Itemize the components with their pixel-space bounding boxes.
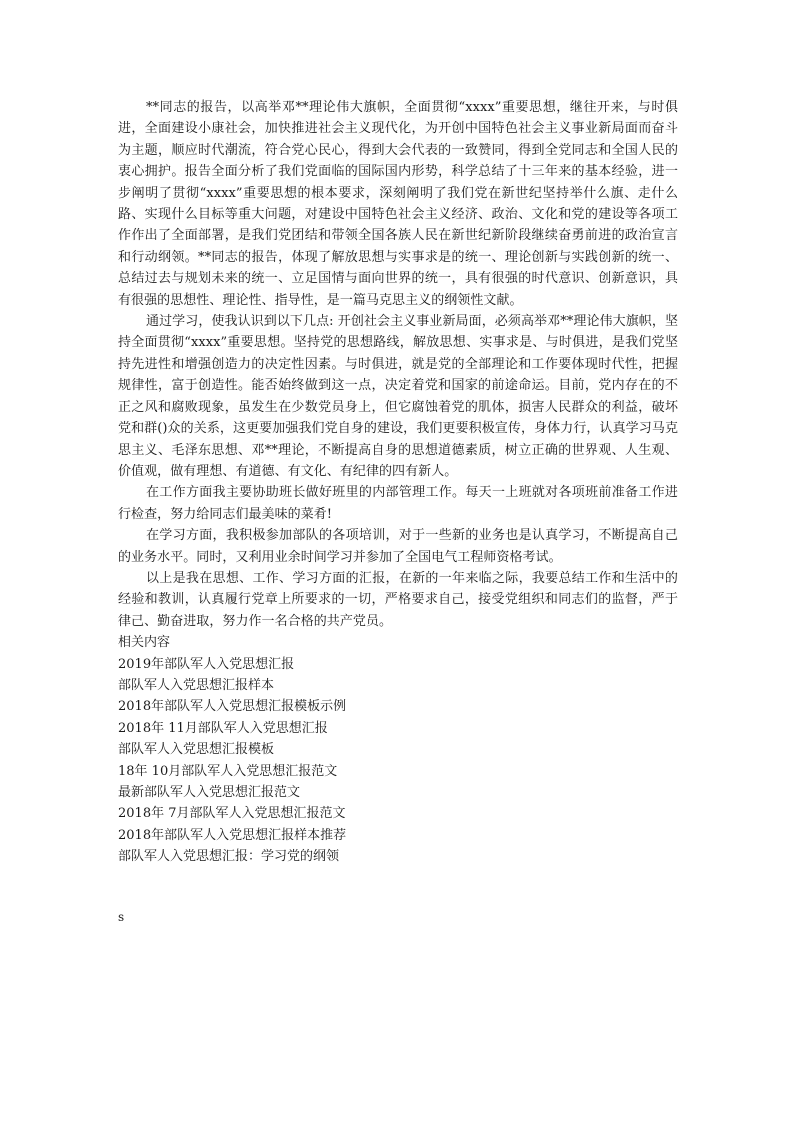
- related-link[interactable]: 2018年 11月部队军人入党思想汇报: [118, 720, 328, 736]
- related-link[interactable]: 最新部队军人入党思想汇报范文: [118, 785, 301, 800]
- paragraph-2: 通过学习，使我认识到以下几点: 开创社会主义事业新局面，必须高举邓**理论伟大旗帜，坚持全面贯彻“xxxx”重要思想。坚持党的思想路线，解放思想、实事求是、与时俱进，是我们党坚持先进性和增强创造力的决定性因素。与时俱进，就是党的全部理论和工作要体现时代性，把握规律性，富于创造性。能否始终做到这一点，决定着党和国家的前途命运。目前，党内存在的不正之风和腐败现象，虽发生在少数党员身上，但它腐蚀着党的肌体，损害人民群众的利益，破坏党和群()众的关系，这更要加强我们党自身的建设，我们更要积极宣传，身体力行，认真学习马克思主义、毛泽东思想、邓**理论，不断提高自身的思想道德素质，树立正确的世界观、人生观、价值观，做有理想、有道德、有文化、有纪律的四有新人。: [118, 314, 678, 479]
- related-link[interactable]: 部队军人入党思想汇报模板: [118, 742, 275, 758]
- related-list: [118, 654, 678, 868]
- related-link[interactable]: 18年 10月部队军人入党思想汇报范文: [118, 763, 338, 779]
- related-link[interactable]: 2018年部队军人入党思想汇报模板示例: [118, 699, 347, 715]
- document-body: [118, 97, 678, 868]
- footer-mark: s: [118, 910, 125, 924]
- related-link[interactable]: 部队军人入党思想汇报样本: [118, 677, 275, 693]
- related-link[interactable]: 2018年部队军人入党思想汇报样本推荐: [118, 827, 347, 843]
- paragraph-5: 以上是我在思想、工作、学习方面的汇报，在新的一年来临之际，我要总结工作和生活中的经验和教训，认真履行党章上所要求的一切，严格要求自己，接受党组织和同志们的监督，严于律己、勤奋进取，努力作一名合格的共产党员。: [118, 570, 678, 629]
- paragraph-1: **同志的报告，以高举邓**理论伟大旗帜，全面贯彻“xxxx”重要思想，继往开来，与时俱进，全面建设小康社会，加快推进社会主义现代化，为开创中国特色社会主义事业新局面而奋斗为主题，顺应时代潮流，符合党心民心，得到大会代表的一致赞同，得到全党同志和全国人民的衷心拥护。报告全面分析了我们党面临的国际国内形势，科学总结了十三年来的基本经验，进一步阐明了贯彻“xxxx”重要思想的根本要求，深刻阐明了我们党在新世纪坚持举什么旗、走什么路、实现什么目标等重大问题，对建设中国特色社会主义经济、政治、文化和党的建设等各项工作作出了全面部署，是我们党团结和带领全国各族人民在新世纪新阶段继续奋勇前进的政治宣言和行动纲领。**同志的报告，体现了解放思想与实事求是的统一、理论创新与实践创新的统一、总结过去与规划未来的统一、立足国情与面向世界的统一，具有很强的时代意识、创新意识，具有很强的思想性、理论性、指导性，是一篇马克思主义的纲领性文献。: [118, 100, 678, 308]
- related-link[interactable]: 2018年 7月部队军人入党思想汇报范文: [118, 806, 346, 822]
- related-heading: 相关内容: [118, 635, 171, 651]
- paragraph-4: 在学习方面，我积极参加部队的各项培训，对于一些新的业务也是认真学习，不断提高自己的业务水平。同时，又利用业余时间学习并参加了全国电气工程师资格考试。: [118, 528, 678, 565]
- related-link[interactable]: 2019年部队军人入党思想汇报: [118, 656, 295, 672]
- paragraph-3: 在工作方面我主要协助班长做好班里的内部管理工作。每天一上班就对各项班前准备工作进行检查，努力给同志们最美味的菜肴!: [118, 485, 678, 522]
- related-link[interactable]: 部队军人入党思想汇报：学习党的纲领: [118, 849, 340, 865]
